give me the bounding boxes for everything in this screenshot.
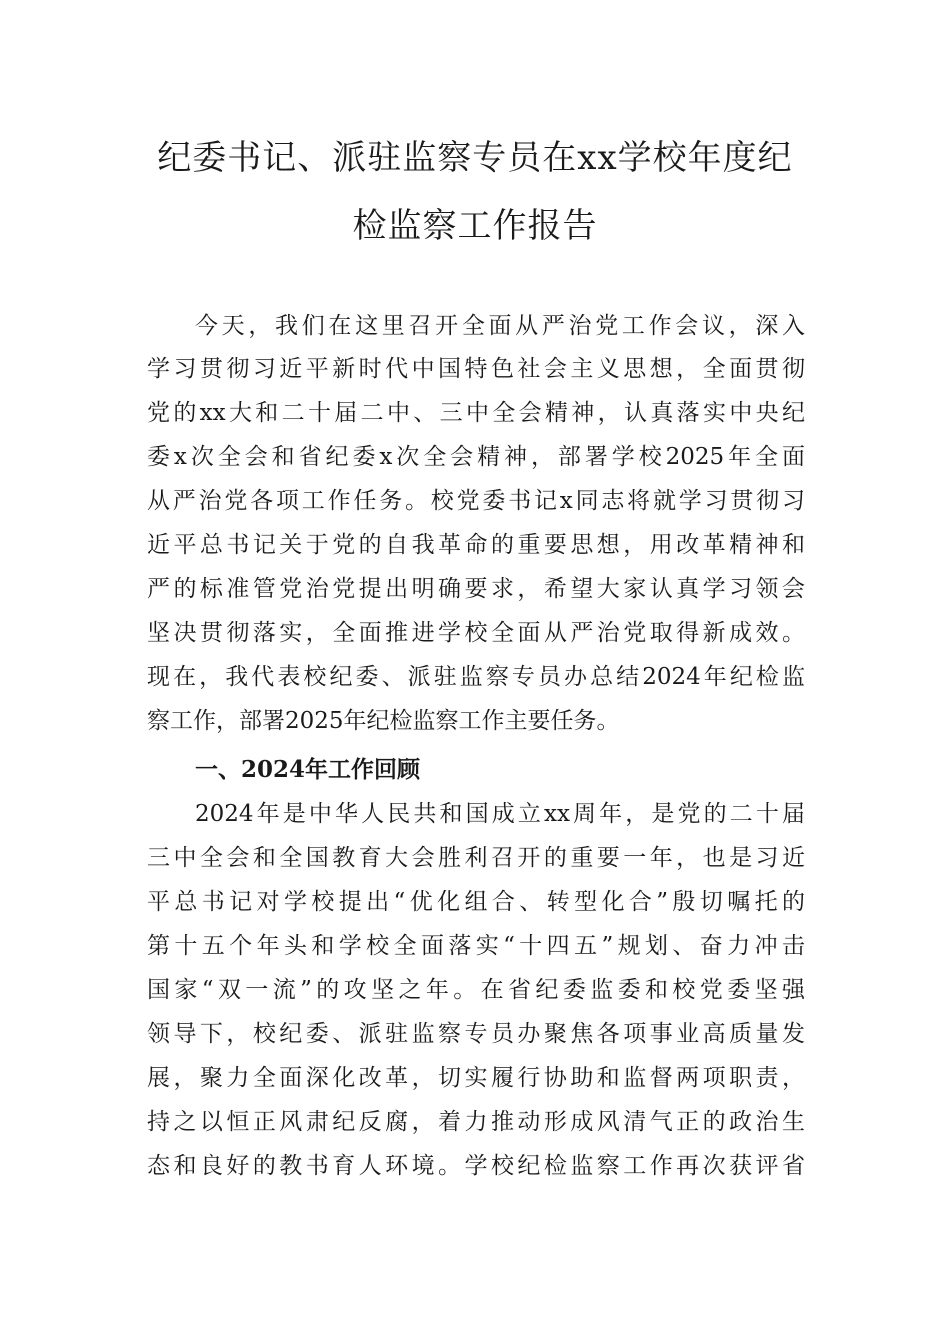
section-paragraph-line: 国家“双一流”的攻坚之年。在省纪委监委和校党委坚强 xyxy=(147,977,805,1003)
section-paragraph-line: 2024年是中华人民共和国成立xx周年，是党的二十届 xyxy=(195,801,805,827)
section-paragraph-line: 领导下，校纪委、派驻监察专员办聚焦各项事业高质量发 xyxy=(147,1021,805,1047)
intro-paragraph-line: 学习贯彻习近平新时代中国特色社会主义思想，全面贯彻 xyxy=(147,356,805,382)
intro-paragraph-line: 坚决贯彻落实，全面推进学校全面从严治党取得新成效。 xyxy=(147,620,805,646)
document-title-line-2: 检监察工作报告 xyxy=(352,206,598,246)
section-heading: 一、2024年工作回顾 xyxy=(195,756,421,783)
section-paragraph-line: 展，聚力全面深化改革，切实履行协助和监督两项职责， xyxy=(147,1065,805,1091)
intro-paragraph-line: 从严治党各项工作任务。校党委书记x同志将就学习贯彻习 xyxy=(147,488,805,514)
intro-paragraph-line: 察工作，部署2025年纪检监察工作主要任务。 xyxy=(147,708,620,734)
section-paragraph-line: 三中全会和全国教育大会胜利召开的重要一年，也是习近 xyxy=(147,845,805,871)
section-paragraph-line: 第十五个年头和学校全面落实“十四五”规划、奋力冲击 xyxy=(147,933,805,959)
section-paragraph-line: 持之以恒正风肃纪反腐，着力推动形成风清气正的政治生 xyxy=(147,1109,805,1135)
section-paragraph-line: 平总书记对学校提出“优化组合、转型化合”殷切嘱托的 xyxy=(147,889,805,915)
intro-paragraph-line: 现在，我代表校纪委、派驻监察专员办总结2024年纪检监 xyxy=(147,664,805,690)
document-title-line-1: 纪委书记、派驻监察专员在xx学校年度纪 xyxy=(157,138,793,178)
section-paragraph-line: 态和良好的教书育人环境。学校纪检监察工作再次获评省 xyxy=(147,1153,805,1179)
intro-paragraph-line: 近平总书记关于党的自我革命的重要思想，用改革精神和 xyxy=(147,532,805,558)
intro-paragraph-line: 今天，我们在这里召开全面从严治党工作会议，深入 xyxy=(195,313,805,339)
intro-paragraph-line: 党的xx大和二十届二中、三中全会精神，认真落实中央纪 xyxy=(147,400,805,426)
intro-paragraph-line: 委x次全会和省纪委x次全会精神，部署学校2025年全面 xyxy=(147,444,805,470)
intro-paragraph-line: 严的标准管党治党提出明确要求，希望大家认真学习领会 xyxy=(147,576,805,602)
